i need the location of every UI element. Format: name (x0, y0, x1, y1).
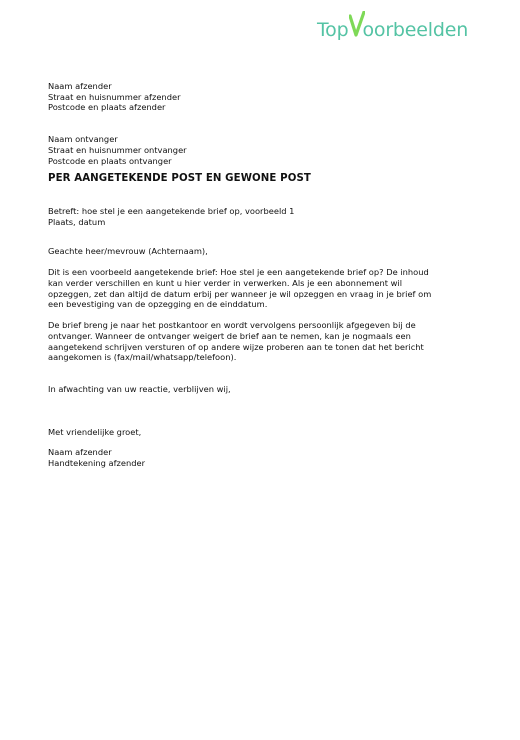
recipient-street: Straat en huisnummer ontvanger (48, 144, 187, 155)
paragraph-1-line: opzeggen, zet dan altijd de datum erbij per wanneer je wil opzeggen en vraag in je brief om (48, 288, 432, 299)
sender-city: Postcode en plaats afzender (48, 102, 166, 113)
signature-line: Handtekening afzender (48, 458, 146, 469)
sender-name: Naam afzender (48, 81, 112, 91)
logo-prefix: Top (317, 19, 349, 41)
logo-suffix: oorbeelden (362, 19, 469, 41)
paragraph-1-line: een bevestiging van de opzegging en de einddatum. (48, 299, 268, 310)
checkmark-v-icon (349, 17, 363, 39)
paragraph-2-line: aangetekend schrijven versturen of op andere wijze proberen aan te tonen dat het bericht (48, 341, 424, 352)
recipient-city: Postcode en plaats ontvanger (48, 155, 172, 166)
topvoorbeelden-logo (317, 16, 467, 44)
recipient-name: Naam ontvanger (48, 134, 118, 145)
paragraph-2-line: ontvanger. Wanneer de ontvanger weigert de brief aan te nemen, kan je nogmaals een (48, 330, 411, 341)
subject-line: Betreft: hoe stel je een aangetekende brief op, voorbeeld 1 (48, 206, 295, 217)
closing-line: In afwachting van uw reactie, verblijven wij, (48, 383, 231, 394)
place-date: Plaats, datum (48, 216, 106, 227)
paragraph-1-line: Dit is een voorbeeld aangetekende brief: Hoe stel je een aangetekende brief op? De inhoud (48, 267, 429, 278)
signature-block (48, 447, 478, 468)
paragraph-2-line: aangekomen is (fax/mail/whatsapp/telefoon). (48, 352, 237, 363)
subject-block (48, 206, 478, 227)
paragraph-2-line: De brief breng je naar het postkantoor en wordt vervolgens persoonlijk afgegeven bij de (48, 320, 416, 331)
recipient-address (48, 134, 478, 166)
greeting: Met vriendelijke groet, (48, 426, 142, 437)
sender-address (48, 81, 478, 113)
paragraph-2 (48, 320, 478, 363)
letter-heading: PER AANGETEKENDE POST EN GEWONE POST (48, 173, 311, 185)
paragraph-1-line: kan verder verschillen en kunt u hier verder in verwerken. Als je een abonnement wil (48, 278, 403, 289)
sender-street: Straat en huisnummer afzender (48, 91, 181, 102)
paragraph-1 (48, 267, 478, 310)
letter-body (48, 81, 478, 469)
salutation: Geachte heer/mevrouw (Achternaam), (48, 245, 208, 256)
signature-name: Naam afzender (48, 447, 112, 458)
